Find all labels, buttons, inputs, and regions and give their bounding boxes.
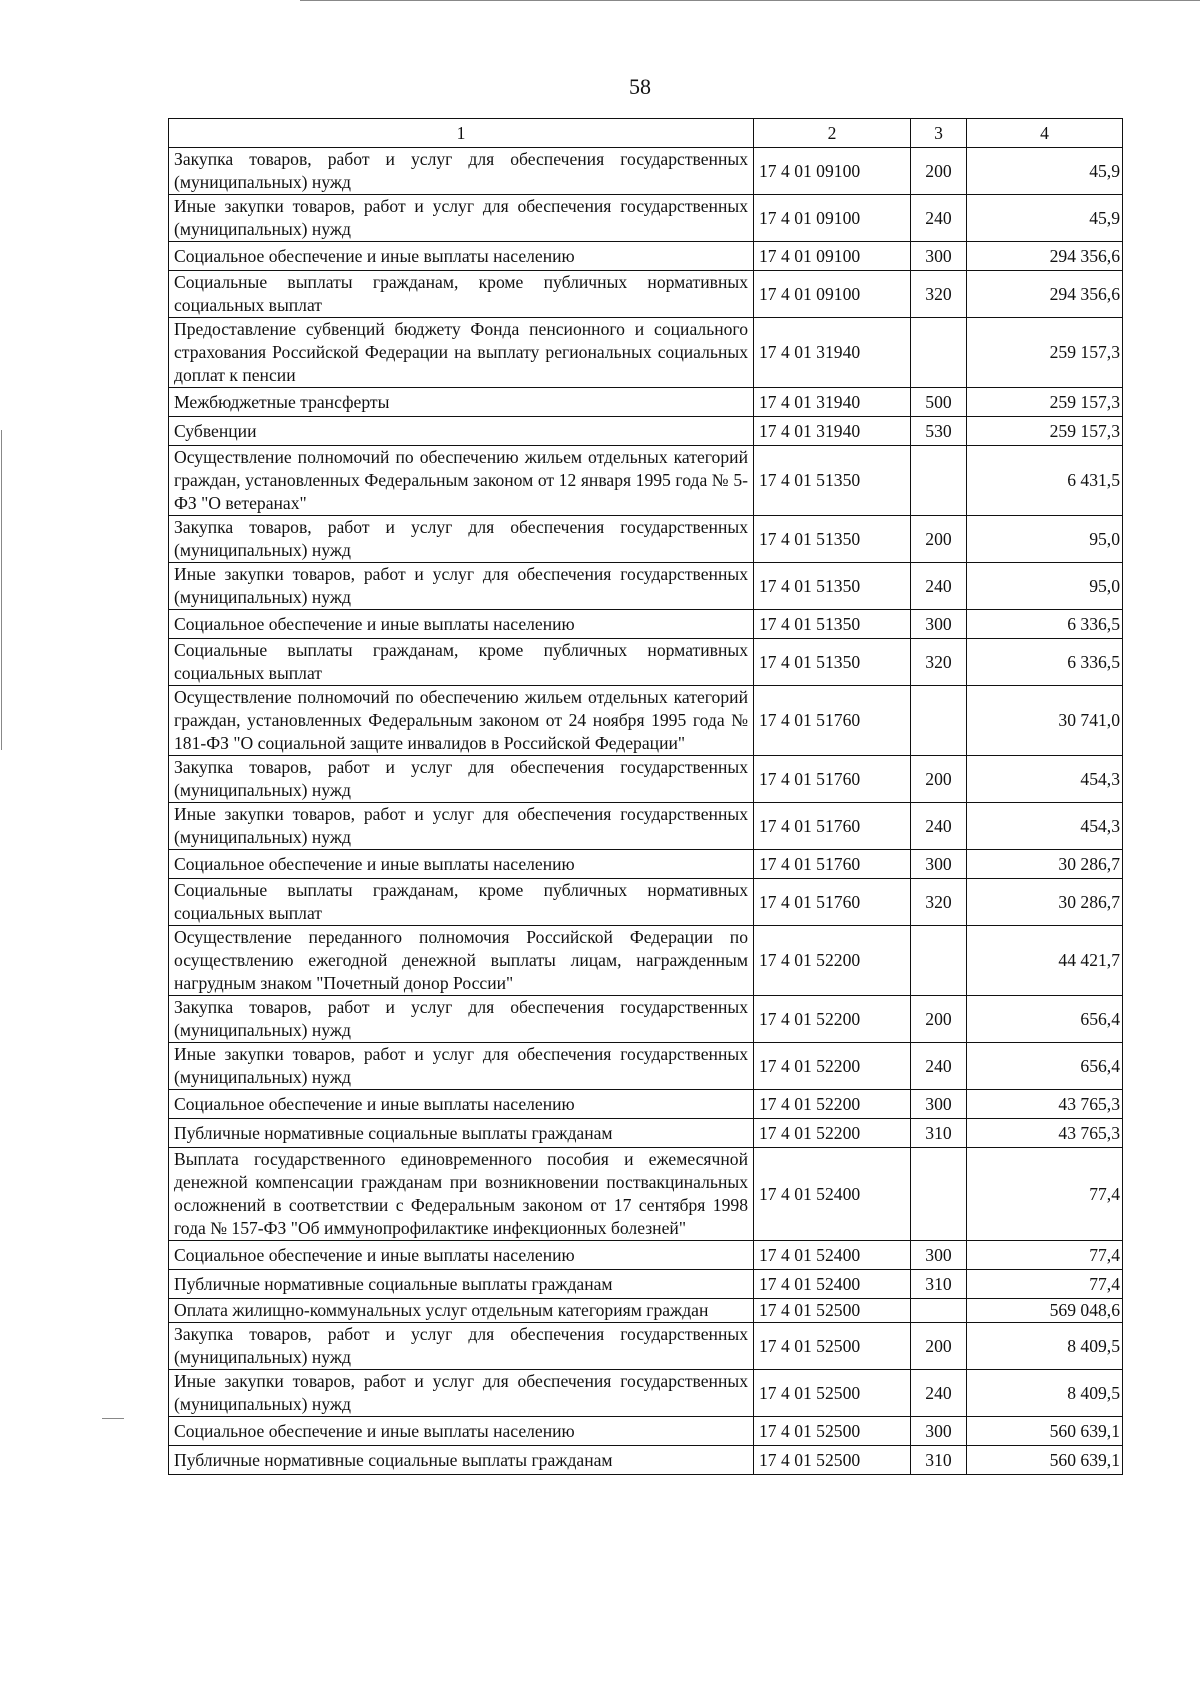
- row-name-cell: Субвенции: [169, 417, 754, 446]
- row-name-cell: Иные закупки товаров, работ и услуг для обеспечения государственных (муниципальных) нужд: [169, 803, 754, 850]
- row-type-cell: 240: [911, 1043, 967, 1090]
- row-amount-cell: 454,3: [967, 803, 1123, 850]
- table-row: [169, 271, 1123, 318]
- row-type-cell: 240: [911, 1370, 967, 1417]
- row-code-cell: 17 4 01 51350: [754, 610, 911, 639]
- row-amount-cell: 560 639,1: [967, 1446, 1123, 1475]
- row-type-cell: 300: [911, 850, 967, 879]
- row-type-cell: 240: [911, 803, 967, 850]
- row-name-cell: Осуществление полномочий по обеспечению жильем отдельных категорий граждан, установленных Федеральным законом от 12 января 1995 года № 5-ФЗ "О ветеранах": [169, 446, 754, 516]
- column-header-amount: 4: [967, 119, 1123, 148]
- row-name-cell: Публичные нормативные социальные выплаты гражданам: [169, 1446, 754, 1475]
- row-amount-cell: 259 157,3: [967, 318, 1123, 388]
- row-type-cell: 240: [911, 195, 967, 242]
- row-code-cell: 17 4 01 09100: [754, 271, 911, 318]
- row-code-cell: 17 4 01 52400: [754, 1270, 911, 1299]
- row-type-cell: [911, 1148, 967, 1241]
- table-row: [169, 1148, 1123, 1241]
- row-amount-cell: 656,4: [967, 1043, 1123, 1090]
- row-type-cell: 200: [911, 1323, 967, 1370]
- row-name-cell: Социальное обеспечение и иные выплаты населению: [169, 242, 754, 271]
- table-row: [169, 1090, 1123, 1119]
- row-type-cell: 320: [911, 879, 967, 926]
- row-amount-cell: 6 336,5: [967, 639, 1123, 686]
- table-row: [169, 1417, 1123, 1446]
- row-type-cell: [911, 1299, 967, 1323]
- row-amount-cell: 30 741,0: [967, 686, 1123, 756]
- table-row: [169, 417, 1123, 446]
- row-name-cell: Осуществление полномочий по обеспечению жильем отдельных категорий граждан, установленных Федеральным законом от 24 ноября 1995 года № 181-ФЗ "О социальной защите инвалидов в Российской Федерации": [169, 686, 754, 756]
- row-type-cell: 310: [911, 1446, 967, 1475]
- table-row: [169, 1241, 1123, 1270]
- row-name-cell: Предоставление субвенций бюджету Фонда пенсионного и социального страхования Российской Федерации на выплату региональных социальных доплат к пенсии: [169, 318, 754, 388]
- row-name-cell: Закупка товаров, работ и услуг для обеспечения государственных (муниципальных) нужд: [169, 1323, 754, 1370]
- row-type-cell: 200: [911, 756, 967, 803]
- row-type-cell: [911, 318, 967, 388]
- row-amount-cell: 259 157,3: [967, 417, 1123, 446]
- table-row: [169, 446, 1123, 516]
- row-code-cell: 17 4 01 51760: [754, 803, 911, 850]
- table-row: [169, 850, 1123, 879]
- row-amount-cell: 77,4: [967, 1241, 1123, 1270]
- row-amount-cell: 95,0: [967, 563, 1123, 610]
- header-row: [169, 119, 1123, 148]
- row-code-cell: 17 4 01 52500: [754, 1417, 911, 1446]
- row-type-cell: 300: [911, 242, 967, 271]
- row-amount-cell: 44 421,7: [967, 926, 1123, 996]
- row-type-cell: 310: [911, 1270, 967, 1299]
- row-amount-cell: 8 409,5: [967, 1370, 1123, 1417]
- table-row: [169, 195, 1123, 242]
- row-name-cell: Осуществление переданного полномочия Российской Федерации по осуществлению ежегодной денежной выплаты лицам, награжденным нагрудным знаком "Почетный донор России": [169, 926, 754, 996]
- row-type-cell: 300: [911, 1090, 967, 1119]
- row-name-cell: Публичные нормативные социальные выплаты гражданам: [169, 1119, 754, 1148]
- row-code-cell: 17 4 01 51760: [754, 879, 911, 926]
- row-type-cell: 300: [911, 1241, 967, 1270]
- row-type-cell: [911, 926, 967, 996]
- row-name-cell: Иные закупки товаров, работ и услуг для обеспечения государственных (муниципальных) нужд: [169, 563, 754, 610]
- row-code-cell: 17 4 01 51760: [754, 756, 911, 803]
- row-code-cell: 17 4 01 52500: [754, 1323, 911, 1370]
- row-type-cell: 530: [911, 417, 967, 446]
- page-number: 58: [629, 74, 651, 99]
- row-amount-cell: 95,0: [967, 516, 1123, 563]
- table-row: [169, 516, 1123, 563]
- row-amount-cell: 43 765,3: [967, 1090, 1123, 1119]
- row-code-cell: 17 4 01 52400: [754, 1241, 911, 1270]
- scan-artifact-dash: [102, 1418, 124, 1419]
- row-code-cell: 17 4 01 51760: [754, 686, 911, 756]
- row-amount-cell: 454,3: [967, 756, 1123, 803]
- table-row: [169, 1323, 1123, 1370]
- table-row: [169, 318, 1123, 388]
- row-name-cell: Закупка товаров, работ и услуг для обеспечения государственных (муниципальных) нужд: [169, 516, 754, 563]
- budget-table: [168, 118, 1123, 1475]
- row-amount-cell: 259 157,3: [967, 388, 1123, 417]
- row-code-cell: 17 4 01 52400: [754, 1148, 911, 1241]
- row-code-cell: 17 4 01 09100: [754, 195, 911, 242]
- row-code-cell: 17 4 01 31940: [754, 318, 911, 388]
- row-name-cell: Закупка товаров, работ и услуг для обеспечения государственных (муниципальных) нужд: [169, 756, 754, 803]
- row-amount-cell: 43 765,3: [967, 1119, 1123, 1148]
- row-type-cell: 310: [911, 1119, 967, 1148]
- row-code-cell: 17 4 01 52200: [754, 1119, 911, 1148]
- table-row: [169, 610, 1123, 639]
- row-amount-cell: 8 409,5: [967, 1323, 1123, 1370]
- table-row: [169, 1270, 1123, 1299]
- row-code-cell: 17 4 01 51760: [754, 850, 911, 879]
- row-code-cell: 17 4 01 51350: [754, 516, 911, 563]
- row-code-cell: 17 4 01 52200: [754, 926, 911, 996]
- row-type-cell: [911, 686, 967, 756]
- row-name-cell: Публичные нормативные социальные выплаты гражданам: [169, 1270, 754, 1299]
- table-row: [169, 879, 1123, 926]
- column-header-code: 2: [754, 119, 911, 148]
- row-amount-cell: 294 356,6: [967, 271, 1123, 318]
- row-code-cell: 17 4 01 52500: [754, 1370, 911, 1417]
- row-amount-cell: 30 286,7: [967, 879, 1123, 926]
- table-row: [169, 996, 1123, 1043]
- table-row: [169, 803, 1123, 850]
- row-code-cell: 17 4 01 52200: [754, 1043, 911, 1090]
- row-type-cell: 240: [911, 563, 967, 610]
- row-name-cell: Социальное обеспечение и иные выплаты населению: [169, 610, 754, 639]
- row-code-cell: 17 4 01 52500: [754, 1446, 911, 1475]
- row-code-cell: 17 4 01 51350: [754, 639, 911, 686]
- row-code-cell: 17 4 01 51350: [754, 446, 911, 516]
- row-name-cell: Социальные выплаты гражданам, кроме публичных нормативных социальных выплат: [169, 639, 754, 686]
- table-row: [169, 686, 1123, 756]
- row-name-cell: Социальные выплаты гражданам, кроме публичных нормативных социальных выплат: [169, 879, 754, 926]
- row-type-cell: 200: [911, 148, 967, 195]
- row-amount-cell: 560 639,1: [967, 1417, 1123, 1446]
- row-name-cell: Иные закупки товаров, работ и услуг для обеспечения государственных (муниципальных) нужд: [169, 195, 754, 242]
- row-name-cell: Социальное обеспечение и иные выплаты населению: [169, 1241, 754, 1270]
- table-row: [169, 148, 1123, 195]
- table-row: [169, 926, 1123, 996]
- table-body: [169, 148, 1123, 1475]
- row-name-cell: Социальные выплаты гражданам, кроме публичных нормативных социальных выплат: [169, 271, 754, 318]
- row-type-cell: 300: [911, 610, 967, 639]
- table-row: [169, 242, 1123, 271]
- row-code-cell: 17 4 01 52200: [754, 1090, 911, 1119]
- row-type-cell: 300: [911, 1417, 967, 1446]
- scan-artifact-left: [1, 430, 2, 750]
- row-amount-cell: 45,9: [967, 148, 1123, 195]
- row-code-cell: 17 4 01 52500: [754, 1299, 911, 1323]
- table-row: [169, 1370, 1123, 1417]
- row-amount-cell: 6 336,5: [967, 610, 1123, 639]
- row-name-cell: Выплата государственного единовременного пособия и ежемесячной денежной компенсации гражданам при возникновении поствакцинальных осложнений в соответствии с Федеральным законом от 17 сентября 1998 года № 157-ФЗ "Об иммунопрофилактике инфекционных болезней": [169, 1148, 754, 1241]
- row-code-cell: 17 4 01 09100: [754, 242, 911, 271]
- table-row: [169, 388, 1123, 417]
- row-type-cell: 200: [911, 996, 967, 1043]
- table-row: [169, 639, 1123, 686]
- row-name-cell: Иные закупки товаров, работ и услуг для обеспечения государственных (муниципальных) нужд: [169, 1043, 754, 1090]
- row-amount-cell: 656,4: [967, 996, 1123, 1043]
- table-row: [169, 563, 1123, 610]
- row-amount-cell: 569 048,6: [967, 1299, 1123, 1323]
- row-amount-cell: 6 431,5: [967, 446, 1123, 516]
- row-amount-cell: 30 286,7: [967, 850, 1123, 879]
- table-row: [169, 1446, 1123, 1475]
- row-type-cell: 500: [911, 388, 967, 417]
- row-code-cell: 17 4 01 51350: [754, 563, 911, 610]
- row-type-cell: [911, 446, 967, 516]
- row-code-cell: 17 4 01 52200: [754, 996, 911, 1043]
- row-amount-cell: 45,9: [967, 195, 1123, 242]
- row-code-cell: 17 4 01 09100: [754, 148, 911, 195]
- column-header-type: 3: [911, 119, 967, 148]
- row-name-cell: Иные закупки товаров, работ и услуг для обеспечения государственных (муниципальных) нужд: [169, 1370, 754, 1417]
- row-amount-cell: 77,4: [967, 1270, 1123, 1299]
- table-row: [169, 756, 1123, 803]
- row-amount-cell: 294 356,6: [967, 242, 1123, 271]
- table-row: [169, 1043, 1123, 1090]
- row-code-cell: 17 4 01 31940: [754, 388, 911, 417]
- row-type-cell: 320: [911, 271, 967, 318]
- row-name-cell: Социальное обеспечение и иные выплаты населению: [169, 1090, 754, 1119]
- row-type-cell: 320: [911, 639, 967, 686]
- row-name-cell: Закупка товаров, работ и услуг для обеспечения государственных (муниципальных) нужд: [169, 996, 754, 1043]
- scan-artifact-top: [300, 0, 1200, 1]
- row-name-cell: Социальное обеспечение и иные выплаты населению: [169, 1417, 754, 1446]
- row-name-cell: Социальное обеспечение и иные выплаты населению: [169, 850, 754, 879]
- table-row: [169, 1299, 1123, 1323]
- row-name-cell: Оплата жилищно-коммунальных услуг отдельным категориям граждан: [169, 1299, 754, 1323]
- row-name-cell: Межбюджетные трансферты: [169, 388, 754, 417]
- column-header-name: 1: [169, 119, 754, 148]
- table-row: [169, 1119, 1123, 1148]
- row-name-cell: Закупка товаров, работ и услуг для обеспечения государственных (муниципальных) нужд: [169, 148, 754, 195]
- row-amount-cell: 77,4: [967, 1148, 1123, 1241]
- row-type-cell: 200: [911, 516, 967, 563]
- row-code-cell: 17 4 01 31940: [754, 417, 911, 446]
